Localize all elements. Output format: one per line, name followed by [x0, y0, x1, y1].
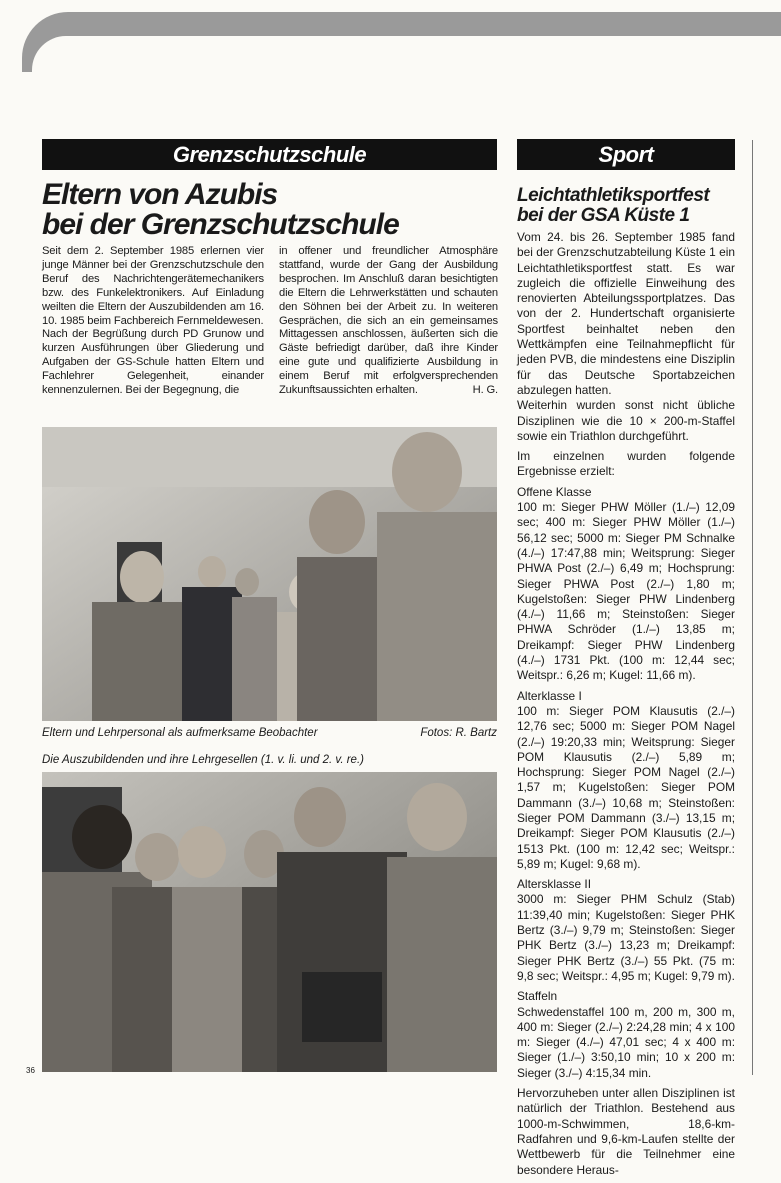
results-group-text: 100 m: Sieger POM Klausutis (2./–) 12,76 sec; 5000 m: Sieger POM Nagel (2./–) 19:20,33 min; Weitsprung: Sieger POM Klausutis (2./–) 5,89 m; Hochsprung: Sieger POM Nagel (2./–) 1,57 m; Kugelstoßen: Sieger POM Dammann (3./–) 10,68 m; Steinstoßen: Sieger POM Dammann (3./–) 13,15 m; Dreikampf: Sieger POM Klausutis (2./–) 1513 Pkt. (100 m: 12,42 sec; Weitspr.: 5,89 m; Kugel: 9,68 m).	[517, 703, 735, 871]
paragraph	[279, 245, 498, 398]
page-number: 36	[26, 1066, 35, 1075]
results-group-title: Staffeln	[517, 989, 558, 1004]
paragraph	[517, 398, 735, 444]
paragraph: Seit dem 2. September 1985 erlernen vier junge Männer bei der Grenzschutzschule den Beruf des Nachrichtengerätemechanikers bzw. des Funkelektronikers. Auf Einladung weilten die Eltern der Auszubildenden am 16. 10. 1985 beim Fachbereich Fernmeldewesen.	[42, 245, 264, 327]
photo-caption-1	[42, 727, 497, 739]
results-group-title: Altersklasse II	[517, 877, 592, 892]
results-group-title: Offene Klasse	[517, 484, 592, 499]
paragraph: Im einzelnen wurden folgende Ergebnisse erzielt:	[517, 449, 735, 479]
section-bar-sport: Sport	[517, 139, 735, 170]
results-group	[517, 989, 735, 1081]
photo-parents-observers	[42, 427, 497, 721]
left-article-col1	[42, 245, 264, 398]
paragraph-text: Weiterhin wurden sonst nicht übliche Disziplinen wie die 10 × 200-m-Staffel sowie ein Triathlon durchgeführt.	[517, 398, 735, 443]
headline-line: bei der Grenzschutzschule	[42, 208, 399, 241]
paragraph-text: Vom 24. bis 26. September 1985 fand bei der Grenzschutzabteilung Küste 1 ein Leichtathletiksportfest statt. Es war zugleich die offizielle Einweihung des renovierten Abteilungssportplatzes. Das von der 2. Hundertschaft organisierte Sportfest beinhaltet neben den Wettkämpfen eine Teilnahmepflicht für jeden PVB, die mindestens eine Disziplin für das Deutsche Sportabzeichen abzulegen hatten.	[517, 230, 735, 397]
results-group	[517, 689, 735, 873]
headline-line: bei der GSA Küste 1	[517, 205, 690, 226]
article-headline-left	[42, 180, 502, 240]
section-bar-grenzschutzschule: Grenzschutzschule	[42, 139, 497, 170]
column-divider	[752, 140, 753, 1075]
caption-text: Eltern und Lehrpersonal als aufmerksame Beobachter	[42, 727, 318, 739]
headline-line: Leichtathletiksportfest	[517, 185, 710, 206]
page-header-band-inner	[32, 36, 781, 96]
photo-apprentices	[42, 772, 497, 1072]
paragraph: Hervorzuheben unter allen Disziplinen ist natürlich der Triathlon. Bestehend aus 1000-m-Schwimmen, 18,6-km-Radfahren und 9,6-km-Laufen stellte der Wettbewerb für die Teilnehmer eine besondere Heraus-	[517, 1086, 735, 1177]
paragraph: Nach der Begrüßung durch PD Grunow und kurzen Ausführungen über Gliederung und Aufgaben der GS-Schule hatten Eltern und Fachlehrer Gelegenheit, einander kennenzulernen. Bei der Begegnung, die	[42, 328, 264, 397]
results-group-text: 100 m: Sieger PHW Möller (1./–) 12,09 sec; 400 m: Sieger PHW Möller (1./–) 56,12 sec; 5000 m: Sieger PM Schnalke (4./–) 17:47,88 min; Weitsprung: Sieger PHWA Post (2./–) 6,49 m; Hochsprung: Sieger PHWA Post (2./–) 1,80 m; Kugelstoßen: Sieger PHW Lindenberg (4./–) 11,66 m; Steinstoßen: Sieger PHWA Schröder (1./–) 13,85 m; Dreikampf: Sieger PHW Lindenberg (4./–) 1731 Pkt. (100 m: 12,44 sec; Weitspr.: 6,26 m; Kugel: 11,66 m).	[517, 500, 735, 683]
headline-line: Eltern von Azubis	[42, 178, 278, 211]
left-article-col2	[279, 245, 498, 398]
right-article-body	[517, 230, 735, 1183]
article-headline-right	[517, 186, 757, 226]
photo-credit: Fotos: R. Bartz	[420, 727, 497, 739]
author-signature: H. G.	[472, 384, 498, 397]
photo-caption-2: Die Auszubildenden und ihre Lehrgesellen (1. v. li. und 2. v. re.)	[42, 754, 364, 766]
results-group-text: 3000 m: Sieger PHM Schulz (Stab) 11:39,40 min; Kugelstoßen: Sieger PHK Bertz (3./–) 9,79 m; Steinstoßen: Sieger PHK Bertz (3./–) 13,23 m; Dreikampf: Sieger PHK Bertz (3./–) 55 Pkt. (75 m: 9,8 sec; Weitspr.: 4,95 m; Kugel: 9,79 m).	[517, 892, 735, 983]
results-group	[517, 877, 735, 984]
results-group	[517, 485, 735, 684]
results-group-text: Schwedenstaffel 100 m, 200 m, 300 m, 400 m: Sieger (2./–) 2:24,28 min; 4 x 100 m: Sieger (4./–) 47,01 sec; 4 x 400 m: Sieger (1./–) 3:50,10 min; 10 x 200 m: Sieger (3./–) 4:15,34 min.	[517, 1004, 735, 1080]
paragraph-text: in offener und freundlicher Atmosphäre stattfand, wurde der Gang der Ausbildung besprochen. Im Anschluß daran besichtigten die Eltern die Lehrwerkstätten und schauten den Söhnen bei der Arbeit zu. In weiteren Gesprächen, die sich an ein gemeinsames Mittagessen anschlossen, äußerten sich die Gäste befriedigt darüber, daß ihre Kinder eine gute und qualifizierte Ausbildung in einem Beruf mit erfolgversprechenden Zukunftsaussichten erhalten.	[279, 245, 498, 397]
paragraph	[517, 230, 735, 398]
results-group-title: Alterklasse I	[517, 688, 582, 703]
